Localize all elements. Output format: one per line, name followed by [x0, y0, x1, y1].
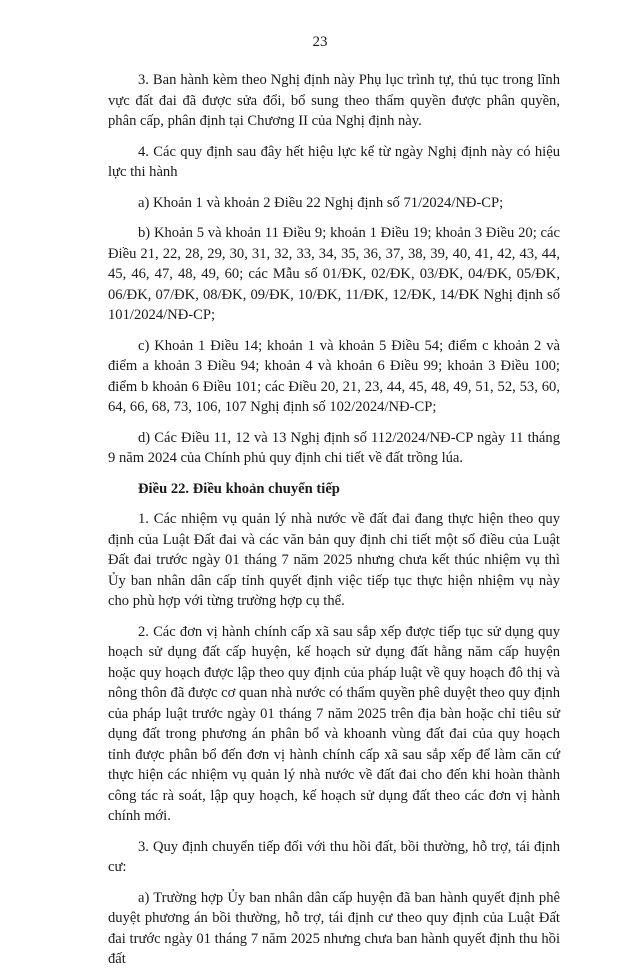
paragraph-transition-2: 2. Các đơn vị hành chính cấp xã sau sắp xếp được tiếp tục sử dụng quy hoạch sử dụng đất cấp huyện, kế hoạch sử dụng đất hằng năm cấp huyện hoặc quy hoạch được lập theo quy định của pháp luật về quy hoạch đô thị và nông thôn đã được cơ quan nhà nước có thẩm quyền phê duyệt theo quy định của pháp luật trước ngày 01 tháng 7 năm 2025 trên địa bàn hoặc chỉ tiêu sử dụng đất trong phương án phân bổ và khoanh vùng đất đai của quy hoạch tỉnh được phân bổ đến đơn vị hành chính cấp xã sau sắp xếp để làm căn cứ thực hiện các nhiệm vụ quản lý nhà nước về đất đai cho đến khi hoàn thành công tác rà soát, lập quy hoạch, kế hoạch sử dụng đất theo các đơn vị hành chính mới. — [108, 623, 560, 824]
page-number: 23 — [312, 34, 328, 50]
paragraph-point-a: a) Khoản 1 và khoản 2 Điều 22 Nghị định số 71/2024/NĐ-CP; — [138, 194, 504, 211]
article-22-heading: Điều 22. Điều khoản chuyển tiếp — [138, 480, 340, 497]
paragraph-transition-3a: a) Trường hợp Ủy ban nhân dân cấp huyện đã ban hành quyết định phê duyệt phương án bồi thường, hỗ trợ, tái định cư theo quy định của Luật Đất đai trước ngày 01 tháng 7 năm 2025 nhưng chưa ban hành quyết định thu hồi đất — [108, 889, 560, 967]
paragraph-point-b: b) Khoản 5 và khoản 11 Điều 9; khoản 1 Điều 19; khoản 3 Điều 20; các Điều 21, 22, 28, 29, 30, 31, 32, 33, 34, 35, 36, 37, 38, 39, 40, 41, 42, 43, 44, 45, 46, 47, 48, 49, 60; các Mẫu số 01/ĐK, 02/ĐK, 03/ĐK, 04/ĐK, 05/ĐK, 06/ĐK, 07/ĐK, 08/ĐK, 09/ĐK, 10/ĐK, 11/ĐK, 12/ĐK, 14/ĐK Nghị định số 101/2024/NĐ-CP; — [108, 225, 560, 323]
paragraph-clause-4: 4. Các quy định sau đây hết hiệu lực kể từ ngày Nghị định này có hiệu lực thi hành — [108, 143, 560, 180]
paragraph-point-d: d) Các Điều 11, 12 và 13 Nghị định số 112/2024/NĐ-CP ngày 11 tháng 9 năm 2024 của Chính phủ quy định chi tiết về đất trồng lúa. — [108, 429, 560, 466]
document-body — [108, 70, 560, 970]
paragraph-transition-3: 3. Quy định chuyển tiếp đối với thu hồi đất, bồi thường, hỗ trợ, tái định cư: — [108, 838, 560, 875]
paragraph-point-c: c) Khoản 1 Điều 14; khoản 1 và khoản 5 Điều 54; điểm c khoản 2 và điểm a khoản 3 Điều 94; khoản 4 và khoản 6 Điều 99; khoản 3 Điều 100; điểm b khoản 6 Điều 101; các Điều 20, 21, 23, 44, 45, 48, 49, 51, 52, 53, 60, 64, 66, 68, 73, 106, 107 Nghị định số 102/2024/NĐ-CP; — [108, 337, 560, 415]
paragraph-clause-3: 3. Ban hành kèm theo Nghị định này Phụ lục trình tự, thủ tục trong lĩnh vực đất đai đã được sửa đổi, bổ sung theo thẩm quyền được phân quyền, phân cấp, phân định tại Chương II của Nghị định này. — [108, 72, 560, 129]
paragraph-transition-1: 1. Các nhiệm vụ quản lý nhà nước về đất đai đang thực hiện theo quy định của Luật Đất đai và các văn bản quy định chi tiết một số điều của Luật Đất đai trước ngày 01 tháng 7 năm 2025 nhưng chưa kết thúc nhiệm vụ thì Ủy ban nhân dân cấp tỉnh quyết định việc tiếp tục thực hiện nhiệm vụ này cho phù hợp với từng trường hợp cụ thể. — [108, 511, 560, 609]
